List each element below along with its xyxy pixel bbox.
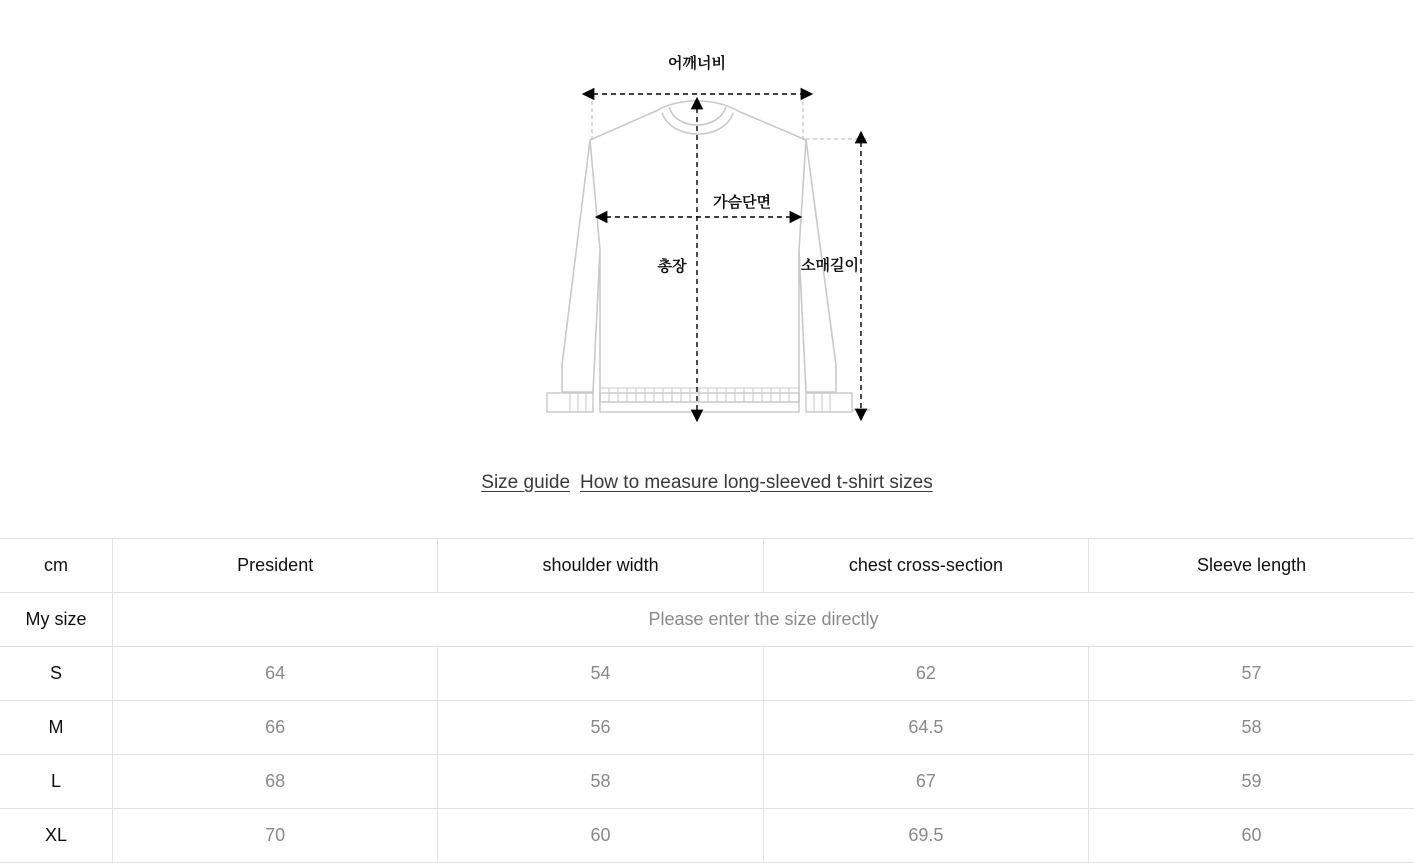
row-size-s: S: [0, 647, 113, 701]
size-table-head: [0, 539, 1414, 593]
row-size-m: M: [0, 701, 113, 755]
sweatshirt-outline: [562, 101, 836, 402]
cell-s-chest: 62: [763, 647, 1088, 701]
table-row: [0, 647, 1414, 701]
row-size-l: L: [0, 755, 113, 809]
cell-l-chest: 67: [763, 755, 1088, 809]
size-table-body: [0, 593, 1414, 863]
cell-m-president: 66: [113, 701, 438, 755]
header-president: President: [113, 539, 438, 593]
chest-width-label: 가슴단면: [713, 193, 771, 211]
cell-xl-shoulder: 60: [438, 809, 763, 863]
cell-l-president: 68: [113, 755, 438, 809]
cell-s-shoulder: 54: [438, 647, 763, 701]
cell-l-sleeve: 59: [1089, 755, 1414, 809]
header-chest-cross-section: chest cross-section: [763, 539, 1088, 593]
sleeve-length-label: 소매길이: [801, 256, 859, 274]
cell-m-chest: 64.5: [763, 701, 1088, 755]
table-row-my-size: [0, 593, 1414, 647]
cell-xl-chest: 69.5: [763, 809, 1088, 863]
cell-xl-sleeve: 60: [1089, 809, 1414, 863]
header-unit: cm: [0, 539, 113, 593]
header-shoulder-width: shoulder width: [438, 539, 763, 593]
cell-m-sleeve: 58: [1089, 701, 1414, 755]
table-row: [0, 701, 1414, 755]
ribbing-hatching: [562, 388, 836, 412]
header-sleeve-length: Sleeve length: [1089, 539, 1414, 593]
total-length-label: 총장: [657, 257, 687, 275]
table-header-row: [0, 539, 1414, 593]
how-to-measure-link[interactable]: How to measure long-sleeved t-shirt sizes: [580, 472, 933, 493]
cell-m-shoulder: 56: [438, 701, 763, 755]
my-size-label: My size: [0, 593, 113, 647]
cell-s-president: 64: [113, 647, 438, 701]
size-guide-link[interactable]: Size guide: [481, 472, 570, 493]
size-table: [0, 538, 1414, 863]
shoulder-width-label: 어깨너비: [668, 54, 726, 72]
my-size-input-cell[interactable]: Please enter the size directly: [113, 593, 1414, 647]
cell-s-sleeve: 57: [1089, 647, 1414, 701]
row-size-xl: XL: [0, 809, 113, 863]
table-row: [0, 809, 1414, 863]
cell-l-shoulder: 58: [438, 755, 763, 809]
guide-links: [0, 472, 1414, 494]
cell-xl-president: 70: [113, 809, 438, 863]
table-row: [0, 755, 1414, 809]
